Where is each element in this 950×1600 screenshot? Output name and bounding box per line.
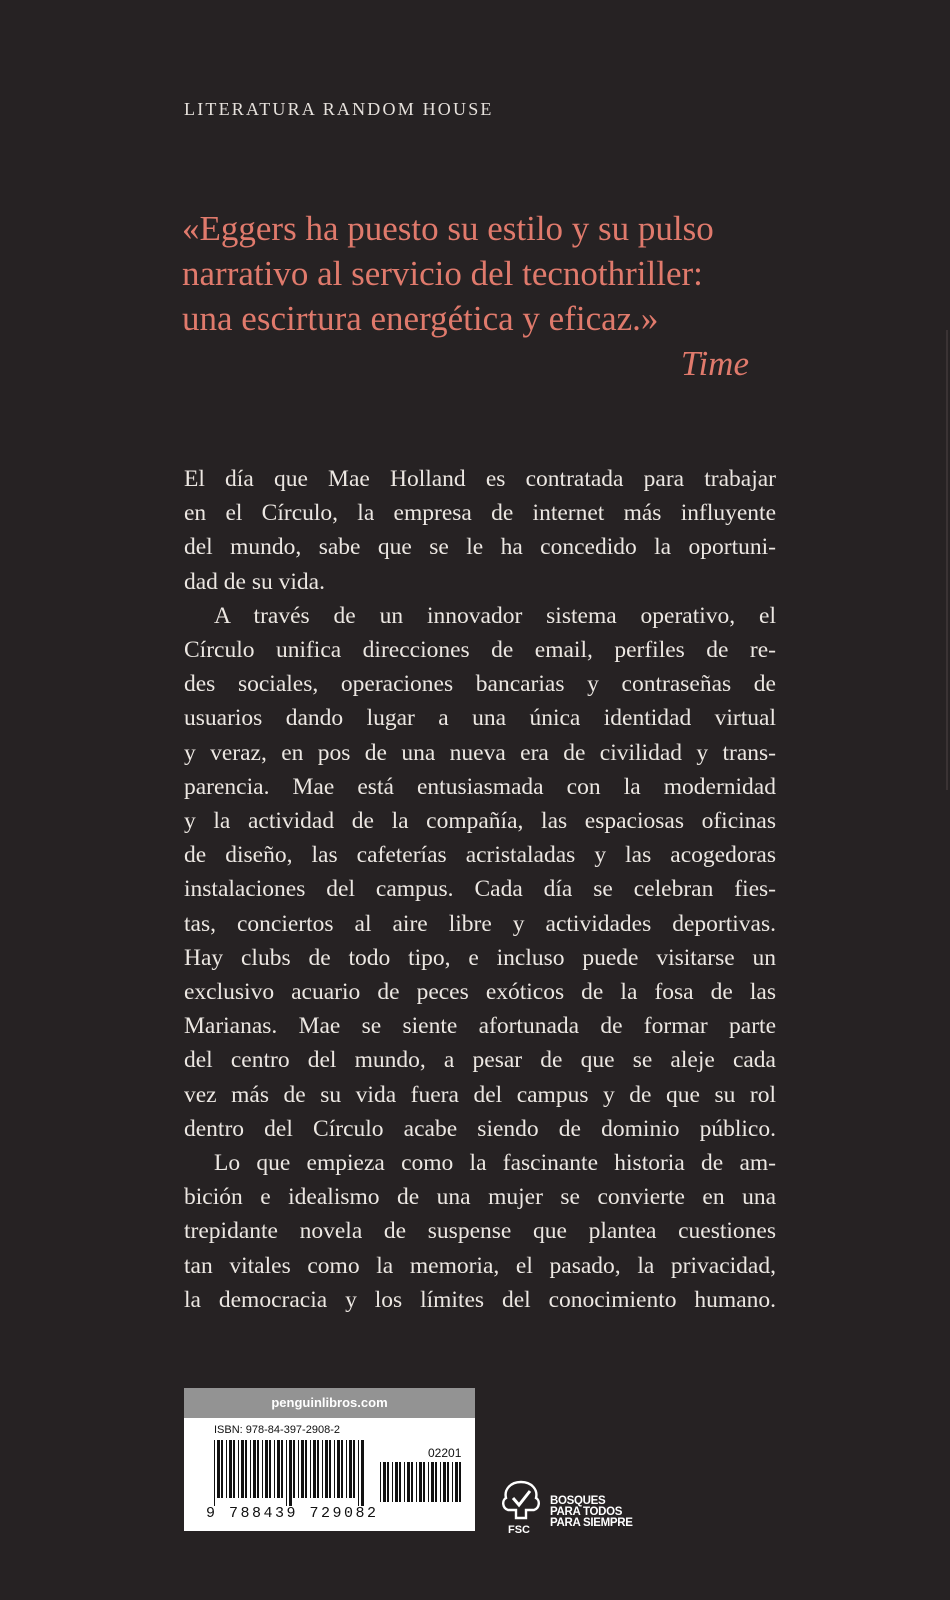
spine-edge-line xyxy=(946,330,948,790)
review-quote xyxy=(182,206,792,386)
fsc-slogan-line: PARA TODOS xyxy=(550,1506,623,1518)
synopsis-line: bición e idealismo de una mujer se convierte en una xyxy=(184,1184,776,1211)
ean-barcode xyxy=(214,1440,364,1506)
synopsis-line: trepidante novela de suspense que plantea cuestiones xyxy=(184,1218,776,1245)
synopsis-line: El día que Mae Holland es contratada para trabajar xyxy=(184,466,776,492)
synopsis-paragraph xyxy=(184,1146,776,1317)
tree-check-icon xyxy=(498,1478,544,1524)
synopsis-line: vez más de su vida fuera del campus y de que su rol xyxy=(184,1081,776,1108)
synopsis-line: des sociales, operaciones bancarias y contraseñas de xyxy=(184,671,776,698)
synopsis-line: Marianas. Mae se siente afortunada de formar parte xyxy=(184,1013,776,1040)
synopsis-line: exclusivo acuario de peces exóticos de la fosa de las xyxy=(184,979,776,1006)
synopsis-line: tan vitales como la memoria, el pasado, la privacidad, xyxy=(184,1252,776,1279)
synopsis-line: en el Círculo, la empresa de internet más influyente xyxy=(184,500,776,527)
synopsis-line: la democracia y los límites del conocimiento humano. xyxy=(184,1286,776,1313)
fsc-slogan-line: PARA SIEMPRE xyxy=(550,1517,633,1529)
synopsis-line: Lo que empieza como la fascinante historia de am- xyxy=(214,1150,776,1177)
quote-line: narrativo al servicio del tecnothriller: xyxy=(182,254,703,293)
synopsis-line: Hay clubs de todo tipo, e incluso puede visitarse un xyxy=(184,944,776,971)
synopsis-paragraph xyxy=(184,599,776,1146)
quote-line: «Eggers ha puesto su estilo y su pulso xyxy=(182,209,714,248)
synopsis-line: tas, conciertos al aire libre y actividades deportivas. xyxy=(184,910,776,937)
synopsis xyxy=(184,462,776,1317)
synopsis-line: del mundo, sabe que se le ha concedido la oportuni- xyxy=(184,534,776,561)
synopsis-line: A través de un innovador sistema operativo, el xyxy=(214,602,776,629)
synopsis-line: instalaciones del campus. Cada día se celebran fies- xyxy=(184,876,776,903)
fsc-slogan xyxy=(550,1496,660,1529)
publisher-website: penguinlibros.com xyxy=(184,1388,475,1418)
addon-barcode xyxy=(380,1462,464,1510)
publisher-imprint: LITERATURA RANDOM HOUSE xyxy=(184,99,494,119)
quote-source: Time xyxy=(680,344,749,383)
addon-code: 02201 xyxy=(428,1446,462,1460)
synopsis-line: de diseño, las cafeterías acristaladas y las acogedoras xyxy=(184,842,776,869)
synopsis-line: dentro del Círculo acabe siendo de dominio público. xyxy=(184,1115,776,1142)
fsc-label: FSC xyxy=(508,1524,530,1536)
barcode-digits: 9 788439 729082 xyxy=(206,1505,379,1522)
barcode-panel xyxy=(184,1388,475,1531)
synopsis-line: usuarios dando lugar a una única identidad virtual xyxy=(184,705,776,732)
synopsis-line: Círculo unifica direcciones de email, perfiles de re- xyxy=(184,637,776,664)
synopsis-line: parencia. Mae está entusiasmada con la modernidad xyxy=(184,773,776,800)
quote-line: una escirtura energética y eficaz.» xyxy=(182,299,659,338)
synopsis-line: del centro del mundo, a pesar de que se aleje cada xyxy=(184,1047,776,1074)
fsc-slogan-line: BOSQUES xyxy=(550,1495,606,1507)
synopsis-line: y veraz, en pos de una nueva era de civilidad y trans- xyxy=(184,739,776,766)
isbn-label: ISBN: 978-84-397-2908-2 xyxy=(214,1424,340,1436)
synopsis-line: dad de su vida. xyxy=(184,568,325,595)
fsc-logo xyxy=(498,1478,648,1538)
synopsis-line: y la actividad de la compañía, las espaciosas oficinas xyxy=(184,808,776,835)
synopsis-paragraph xyxy=(184,462,776,599)
